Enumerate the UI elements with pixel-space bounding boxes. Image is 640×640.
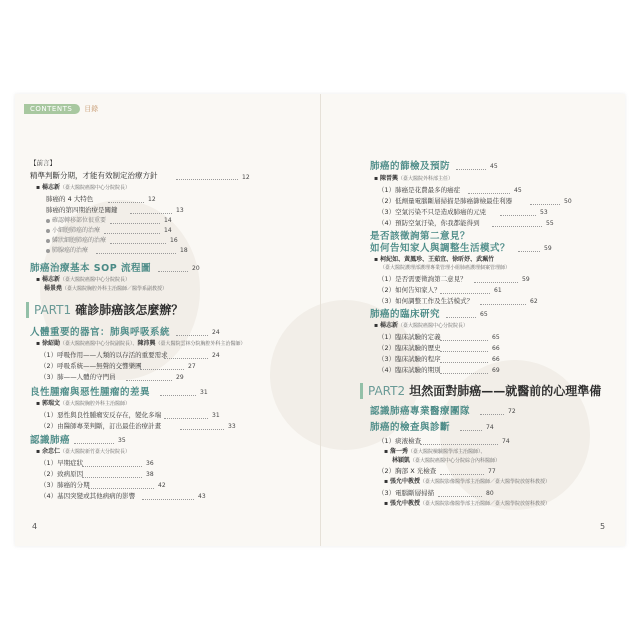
leader-line <box>142 499 194 500</box>
page-gutter <box>320 94 321 546</box>
leader-line <box>82 466 142 467</box>
leader-line <box>440 340 488 341</box>
section-item <box>378 209 486 216</box>
leader-line <box>456 169 486 170</box>
item-num: （1） <box>378 333 396 341</box>
section-page: 24 <box>212 329 220 336</box>
bullet-icon <box>46 229 50 233</box>
item-num: （2） <box>40 470 58 478</box>
item-text: 早期症狀 <box>57 459 84 467</box>
preface-item-page: 14 <box>164 217 172 224</box>
item-num: （2） <box>40 422 58 430</box>
author-name: 詹一秀 <box>389 448 408 455</box>
section-page: 74 <box>486 424 494 431</box>
author-name: 郭瑞文 <box>41 400 60 407</box>
section-title: 如何告知家人與調整生活模式？ <box>370 243 511 254</box>
author-note: （臺大醫院胸腔外科主治醫師） <box>60 401 131 407</box>
section-item <box>378 345 441 352</box>
leader-line <box>74 443 114 444</box>
leader-line <box>104 233 160 234</box>
item-text: 臨床試驗的定義 <box>395 333 441 341</box>
leader-line <box>500 215 536 216</box>
leader-line <box>440 351 488 352</box>
section-page: 35 <box>118 437 126 444</box>
author-note: （臺大醫院癌醫中心分院副院長）、 <box>60 341 138 347</box>
author-name: 張允中教授 <box>389 500 420 507</box>
item-author <box>392 458 500 464</box>
item-page: 38 <box>146 471 154 478</box>
preface-subitem-text: 小細胞肺癌的治療 <box>52 227 101 234</box>
preface-tag: 【前言】 <box>30 159 56 167</box>
author-name: 徐紹勛 <box>41 340 60 347</box>
item-num: （2） <box>40 362 58 370</box>
author-name: 楊志新 <box>41 276 60 283</box>
author-note: （臺大醫院癌醫中心分院綜合內科醫師） <box>410 458 501 464</box>
item-num: （3） <box>40 373 58 381</box>
preface-item: 肺癌的第四期治療是關鍵 <box>46 206 118 214</box>
section-page: 31 <box>200 389 208 396</box>
item-num: （3） <box>378 208 396 216</box>
preface-subitem <box>46 218 106 224</box>
leader-line <box>420 444 498 445</box>
item-num: （3） <box>378 297 396 305</box>
bullet-icon <box>46 239 50 243</box>
item-page: 53 <box>540 209 548 216</box>
leader-line <box>474 282 518 283</box>
item-page: 36 <box>146 460 154 467</box>
item-page: 42 <box>158 482 166 489</box>
item-text: 肺癌的分期 <box>57 481 90 489</box>
leader-line <box>440 293 490 294</box>
item-text: 臨床試驗的歷史 <box>395 344 441 352</box>
item-text: 低劑量電腦斷層掃描是肺癌篩檢最佳利器 <box>395 197 513 205</box>
leader-line <box>82 477 142 478</box>
item-text: 惡性與良性腫瘤安反存在，變化多端 <box>57 411 162 419</box>
item-num: （4） <box>40 492 58 500</box>
preface-subitem-text: 肺腺癌的治療 <box>52 247 89 254</box>
item-page: 31 <box>212 412 220 419</box>
author-name: 余忠仁 <box>41 448 60 455</box>
item-text: 臨床試驗的期別 <box>395 366 441 374</box>
author-note: （臺大醫院癌醫中心分院院長） <box>60 185 131 191</box>
preface-item-page: 14 <box>164 227 172 234</box>
preface-item: 肺癌的 4 大特色 <box>46 195 94 203</box>
leader-line <box>468 193 510 194</box>
item-page: 69 <box>492 367 500 374</box>
item-text: 痰液檢查 <box>395 437 422 445</box>
contents-zh-label: 目錄 <box>84 105 99 113</box>
leader-line <box>492 226 542 227</box>
author-name: 楊志新 <box>41 184 60 191</box>
bullet-icon <box>46 249 50 253</box>
preface-subitem-text: 確認轉移部位很重要 <box>52 217 107 224</box>
section-author: ▪ 陳晉興（臺大醫院外科部主任） <box>374 175 454 182</box>
part-title: 坦然面對肺癌——就醫前的心理準備 <box>409 384 602 398</box>
item-page: 45 <box>514 187 522 194</box>
section-item <box>40 374 116 381</box>
item-page: 50 <box>564 198 572 205</box>
author-note: （臺大醫院影像醫學部主治醫師／臺大醫學院放射科教授） <box>420 479 551 485</box>
leader-line <box>126 380 172 381</box>
leader-line <box>176 335 208 336</box>
section-item <box>40 482 90 489</box>
section-item <box>378 468 436 475</box>
item-num: （3） <box>40 481 58 489</box>
preface-item-page: 13 <box>176 207 184 214</box>
item-author: ▪ 張允中教授（臺大醫院影像醫學部主治醫師／臺大醫學院放射科教授） <box>384 500 551 507</box>
author-names: 柯紀如、黃鳳珍、王茹宜、徐昕妤、武珮竹 <box>380 256 495 263</box>
section-title: 認識肺癌專業醫療團隊 <box>370 406 471 417</box>
item-text: 胸部 X 光檢查 <box>395 467 437 475</box>
part-title: 確診肺癌該怎麼辦？ <box>75 303 184 317</box>
item-num: （1） <box>378 437 396 445</box>
preface-item-page: 12 <box>148 196 156 203</box>
item-author: ▪ 張允中教授（臺大醫院影像醫學部主治醫師／臺大醫學院放射科教授） <box>384 478 551 485</box>
item-text: 呼吸系統——無聲的交響樂團 <box>57 362 142 370</box>
leader-line <box>460 430 482 431</box>
item-page: 27 <box>188 363 196 370</box>
leader-line <box>164 418 208 419</box>
leader-line <box>164 358 208 359</box>
section-author: ▪ 楊志新（臺大醫院癌醫中心分院院長） <box>374 322 469 329</box>
item-page: 61 <box>494 287 502 294</box>
item-num: （4） <box>378 219 396 227</box>
author-name: 陳沛興 <box>137 340 156 347</box>
item-page: 66 <box>492 345 500 352</box>
item-text: 呼吸作用——人類的以存活的重要需求 <box>57 351 168 359</box>
item-text: 基因突變或其他病病的影響 <box>57 492 136 500</box>
author-note: （臺大醫院癌醫中心分院院長） <box>60 277 131 283</box>
author-name: 楊志新 <box>379 322 398 329</box>
preface-subitem <box>46 238 106 244</box>
section-item <box>378 490 434 497</box>
leader-line <box>440 373 488 374</box>
item-page: 24 <box>212 352 220 359</box>
leader-line <box>110 223 160 224</box>
section-item <box>378 287 441 294</box>
item-num: （4） <box>378 366 396 374</box>
item-page: 55 <box>546 220 554 227</box>
item-page: 62 <box>530 298 538 305</box>
item-text: 臨床試驗的程序 <box>395 355 441 363</box>
author-note: （臺大醫院檢驗醫學部主治醫師）、 <box>408 449 486 455</box>
section-item <box>40 471 83 478</box>
leader-line <box>446 317 476 318</box>
leader-line <box>438 496 482 497</box>
author-note: （臺大醫院胸腔外科主治醫師／醫學系副教授） <box>62 286 168 292</box>
item-text: 預防空氣汙染，你我都能得到 <box>395 219 480 227</box>
item-page: 77 <box>488 468 496 475</box>
item-text: 致病原因 <box>57 470 84 478</box>
item-text: 電腦斷層掃描 <box>395 489 435 497</box>
contents-header <box>24 102 98 116</box>
leader-line <box>96 253 176 254</box>
leader-line <box>130 213 172 214</box>
item-num: （1） <box>378 275 396 283</box>
sop-title: 肺癌治療基本 SOP 流程圖 <box>30 263 151 274</box>
author-name: 楊景堯 <box>44 285 63 292</box>
item-text: 如何告知家人？ <box>395 286 441 294</box>
section-item <box>40 493 135 500</box>
item-num: （2） <box>378 197 396 205</box>
section-item <box>378 298 473 305</box>
item-page: 66 <box>492 356 500 363</box>
section-item <box>378 438 421 445</box>
preface-subitem <box>46 228 100 234</box>
item-page: 74 <box>502 438 510 445</box>
preface-title: 精準判斷分期，才能有效制定治療方針 <box>30 171 158 180</box>
part-label: PART1 <box>34 303 72 317</box>
author-note: （臺大醫院護理部護理專業管理小組肺癌護理個案管理師） <box>380 265 511 271</box>
leader-line <box>440 362 488 363</box>
section-item <box>378 276 467 283</box>
item-page: 29 <box>176 374 184 381</box>
item-num: （2） <box>378 286 396 294</box>
preface-subitem-text: 鱗狀細胞肺癌的治療 <box>52 237 107 244</box>
section-item <box>378 334 441 341</box>
item-text: 是否需要徵詢第二意見？ <box>395 275 467 283</box>
sop-page: 20 <box>192 265 200 272</box>
bullet-icon <box>46 219 50 223</box>
contents-label: CONTENTS <box>24 104 80 114</box>
leader-line <box>160 395 196 396</box>
section-item <box>40 423 161 430</box>
section-author: ▪ 郭瑞文（臺大醫院胸腔外科主治醫師） <box>36 400 131 407</box>
author-name: 林穎凱 <box>392 457 411 464</box>
section-page: 59 <box>544 245 552 252</box>
page-number-left: 4 <box>32 522 38 531</box>
section-page: 65 <box>480 311 488 318</box>
section-title: 良性腫瘤與惡性腫瘤的差異 <box>30 387 151 398</box>
part1-heading <box>34 304 183 316</box>
part2-heading <box>368 385 601 397</box>
item-num: （1） <box>40 459 58 467</box>
item-page: 65 <box>492 334 500 341</box>
section-item <box>378 356 441 363</box>
sop-author <box>44 286 167 292</box>
item-num: （1） <box>40 411 58 419</box>
leader-line <box>440 474 484 475</box>
section-item <box>378 367 441 374</box>
leader-line <box>530 204 560 205</box>
part-accent-bar <box>360 383 363 399</box>
leader-line <box>88 488 154 489</box>
author-note: （臺大醫院雲林分院胸腔外科主治醫師） <box>155 341 246 347</box>
section-title: 肺癌的臨床研究 <box>370 309 441 320</box>
page-number-right: 5 <box>600 522 606 531</box>
section-title: 是否該徵詢第二意見？ <box>370 231 471 242</box>
preface-author: ▪ 楊志新（臺大醫院癌醫中心分院院長） <box>36 184 131 191</box>
leader-line <box>110 243 166 244</box>
author-note: （臺大醫院新竹臺大分院院長） <box>60 449 131 455</box>
lung-watermark-right <box>440 360 590 510</box>
item-num: （1） <box>378 186 396 194</box>
leader-line <box>176 179 238 180</box>
sop-author: ▪ 楊志新（臺大醫院癌醫中心分院院長） <box>36 276 131 283</box>
leader-line <box>180 429 224 430</box>
item-page: 43 <box>198 493 206 500</box>
item-text: 由醫師專業判斷，訂出最佳治療計畫 <box>57 422 162 430</box>
leader-line <box>518 251 540 252</box>
preface-item-page: 16 <box>170 237 178 244</box>
section-author: ▪ 徐紹勛（臺大醫院癌醫中心分院副院長）、陳沛興（臺大醫院雲林分院胸腔外科主治醫師） <box>36 340 246 347</box>
preface-page: 12 <box>242 174 250 181</box>
section-item <box>378 220 480 227</box>
author-note: （臺大醫院影像醫學部主治醫師／臺大醫學院放射科教授） <box>420 501 551 507</box>
item-text: 空氣污染不只是造成肺癌的元兇 <box>395 208 487 216</box>
section-item <box>378 198 512 205</box>
leader-line <box>480 304 526 305</box>
section-item <box>40 460 83 467</box>
section-page: 45 <box>490 163 498 170</box>
section-item <box>40 412 161 419</box>
part-label: PART2 <box>368 384 406 398</box>
section-author: ▪ 余忠仁（臺大醫院新竹臺大分院院長） <box>36 448 131 455</box>
item-num: （3） <box>378 489 396 497</box>
item-text: 肺——人體的守門員 <box>57 373 116 381</box>
section-title: 人體重要的器官：肺與呼吸系統 <box>30 327 171 338</box>
item-page: 80 <box>486 490 494 497</box>
section-item <box>40 363 142 370</box>
item-num: （2） <box>378 467 396 475</box>
item-author: ▪ 詹一秀（臺大醫院檢驗醫學部主治醫師）、 <box>384 448 486 455</box>
section-title: 認識肺癌 <box>30 435 71 446</box>
section-title: 肺癌的篩檢及預防 <box>370 161 451 172</box>
section-item <box>378 187 460 194</box>
leader-line <box>108 202 144 203</box>
item-text: 肺癌是花費最多的癌症 <box>395 186 461 194</box>
item-num: （1） <box>40 351 58 359</box>
section-title: 肺癌的檢查與診斷 <box>370 422 451 433</box>
item-num: （3） <box>378 355 396 363</box>
preface-item-page: 18 <box>180 247 188 254</box>
leader-line <box>480 414 504 415</box>
leader-line <box>140 369 184 370</box>
part-accent-bar <box>26 302 29 318</box>
section-item <box>40 352 168 359</box>
preface-subitem <box>46 248 88 254</box>
section-page: 72 <box>508 408 516 415</box>
author-name: 陳晉興 <box>379 175 398 182</box>
author-note: （臺大醫院癌醫中心分院院長） <box>398 323 469 329</box>
item-page: 33 <box>228 423 236 430</box>
section-authors: ▪ 柯紀如、黃鳳珍、王茹宜、徐昕妤、武珮竹 <box>374 256 495 263</box>
leader-line <box>158 271 188 272</box>
item-num: （2） <box>378 344 396 352</box>
item-text: 如何調整工作及生活模式？ <box>395 297 474 305</box>
item-page: 59 <box>522 276 530 283</box>
author-note: （臺大醫院外科部主任） <box>398 176 454 182</box>
author-name: 張允中教授 <box>389 478 420 485</box>
